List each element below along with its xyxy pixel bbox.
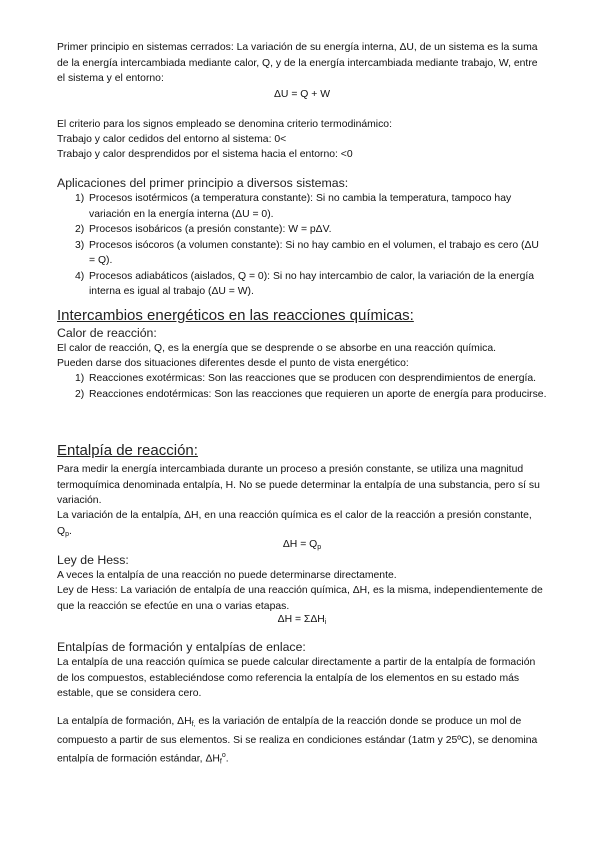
- list-item: 3) Procesos isócoros (a volumen constante): Si no hay cambio en el volumen, el trabajo es cero (ΔU = Q).: [75, 239, 539, 266]
- list-item: 4) Procesos adiabáticos (aislados, Q = 0): Si no hay intercambio de calor, la variación de la energía interna es igual al trabajo (ΔU = W).: [75, 270, 535, 297]
- signo-negativo-text: Trabajo y calor desprendidos por el sistema hacia el entorno: <0: [57, 149, 353, 160]
- aplicaciones-list: [57, 191, 547, 300]
- list-item: 1) Procesos isotérmicos (a temperatura constante): Si no cambia la temperatura, tampoco hay variación en la energía interna (ΔU = 0).: [75, 193, 512, 220]
- hess-formula: $\Delta H = \Sigma\Delta H_i$: [277, 614, 327, 626]
- entalpia-heading: Entalpía de reacción:: [57, 442, 198, 459]
- calor-reaccion-subheading: Calor de reacción:: [57, 326, 157, 340]
- formacion-heading: Entalpías de formación y entalpías de enlace:: [57, 640, 306, 654]
- primer-principio-paragraph: Primer principio en sistemas cerrados: La variación de su energía interna, ΔU, de un sistema es la suma de la energía intercambiada mediante calor, Q, y de la energía intercambiada mediante trabajo, W, entre el sistema y el entorno:: [57, 42, 538, 84]
- primer-principio-formula: ΔU = Q + W: [273, 89, 331, 100]
- list-item: 1) Reacciones exotérmicas: Son las reacciones que se producen con desprendimientos de energía.: [75, 373, 537, 384]
- signo-positivo-text: Trabajo y calor cedidos del entorno al sistema: 0<: [57, 134, 287, 145]
- hess-intro-text: A veces la entalpía de una reacción no puede determinarse directamente.: [57, 570, 397, 581]
- variacion-entalpia-text: La variación de la entalpía, ΔH, en una reacción química es el calor de la reacción a presión constante, $Q_p$.: [57, 510, 532, 538]
- entalpia-formula: $\Delta H = Q_p$: [282, 539, 322, 551]
- entalpia-formacion-text: La entalpía de formación, $\Delta H_{f,}$ es la variación de entalpía de la reacción donde se produce un mol de compuesto a partir de sus elementos. Si se realiza en condiciones estándar (1atm y 25ºC), se denomina entalpía de formación estándar, $\Delta H_f^o$.: [57, 716, 538, 766]
- calor-reaccion-text: El calor de reacción, Q, es la energía que se desprende o se absorbe en una reacción química.: [57, 343, 496, 354]
- formacion-text: La entalpía de una reacción química se puede calcular directamente a partir de la entalpía de formación de los compuestos, estableciéndose como referencia la entalpía de los elementos en su estado más estable, que se considera cero.: [57, 657, 536, 699]
- hess-definition-text: Ley de Hess: La variación de entalpía de una reacción química, ΔH, es la misma, independientemente de que la reacción se efectúe en una o varias etapas.: [57, 585, 543, 612]
- reacciones-list: [57, 371, 547, 402]
- intercambios-heading: Intercambios energéticos en las reacciones químicas:: [57, 307, 414, 324]
- criterio-text: El criterio para los signos empleado se denomina criterio termodinámico:: [57, 119, 392, 130]
- aplicaciones-heading: Aplicaciones del primer principio a diversos sistemas:: [57, 176, 349, 190]
- list-item: 2) Reacciones endotérmicas: Son las reacciones que requieren un aporte de energía para producirse.: [75, 388, 547, 400]
- situaciones-text: Pueden darse dos situaciones diferentes desde el punto de vista energético:: [57, 358, 409, 369]
- entalpia-text: Para medir la energía intercambiada durante un proceso a presión constante, se utiliza una magnitud termoquímica denominada entalpía, H. No se puede determinar la entalpía de una substancia, pero sí su variación.: [57, 464, 540, 506]
- ley-hess-heading: Ley de Hess:: [57, 553, 129, 567]
- list-item: 2) Procesos isobáricos (a presión constante): W = pΔV.: [75, 224, 332, 235]
